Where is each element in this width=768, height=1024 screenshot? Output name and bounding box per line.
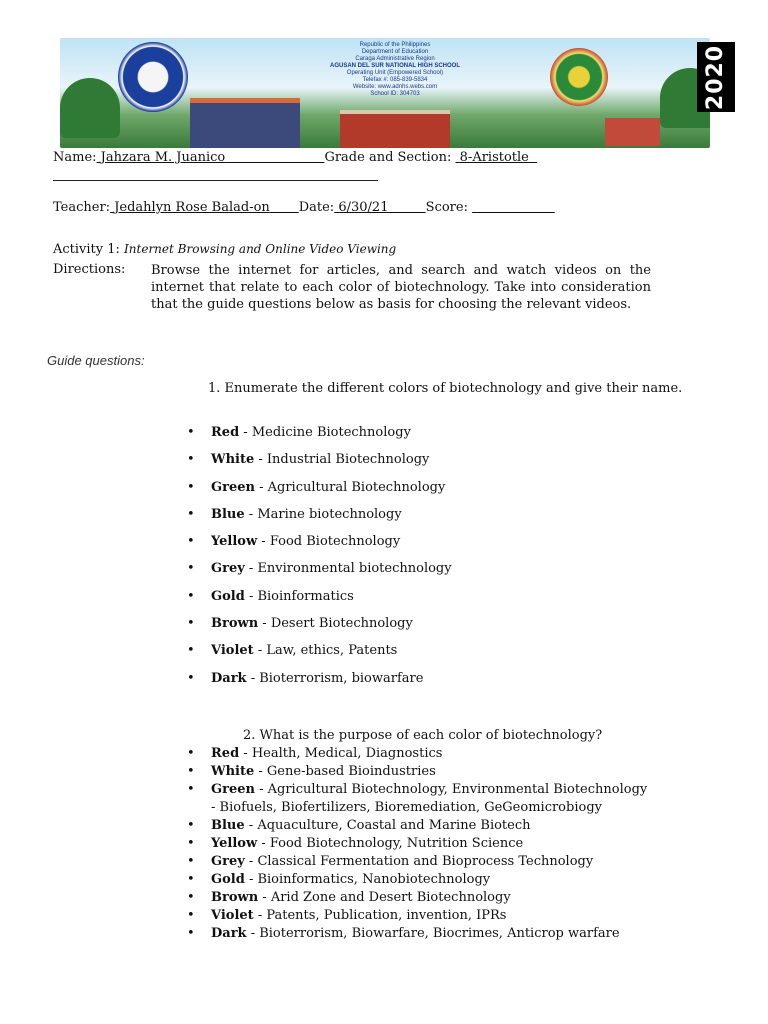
year-label: 2020 [703,44,729,110]
guide-questions-label: Guide questions: [47,353,145,368]
list-item: • Gold - Bioinformatics, Nanobiotechnology [187,871,647,889]
name-value: Jahzara M. Juanico [100,150,226,165]
list-item: • Grey - Classical Fermentation and Bioprocess Technology [187,853,647,871]
header-school-name: AGUSAN DEL SUR NATIONAL HIGH SCHOOL [329,63,460,69]
directions-text: Browse the internet for articles, and search and watch videos on the internet that relate to each color of biotechnology. Take into consideration that the guide questions below as basis for choosing the relevant videos. [151,263,651,312]
teacher-label: Teacher: [53,200,111,215]
deped-seal-icon [118,42,188,112]
list-item: • Red - Health, Medical, Diagnostics [187,745,647,763]
school-header-text [315,42,475,98]
name-underline-extension [53,180,378,181]
q1-color-list [187,425,452,698]
list-item: • Yellow - Food Biotechnology [187,534,452,561]
list-item: • Violet - Patents, Publication, invention, IPRs [187,907,647,925]
date-label: Date: [298,200,335,215]
name-label: Name: [53,150,97,165]
teacher-value: Jedahlyn Rose Balad-on [114,200,270,215]
school-seal-icon [550,48,608,106]
list-item-continuation: - Biofuels, Biofertilizers, Bioremediation, GeGeomicrobiogy [211,800,602,815]
school-gate-building [190,98,300,148]
list-item: • Gold - Bioinformatics [187,589,452,616]
q2-purpose-list [187,745,647,943]
list-item: • Green - Agricultural Biotechnology [187,480,452,507]
list-item: • Yellow - Food Biotechnology, Nutrition Science [187,835,647,853]
question-1: 1. Enumerate the different colors of biotechnology and give their name. [208,381,683,396]
list-item: • Dark - Bioterrorism, Biowarfare, Biocrimes, Anticrop warfare [187,925,647,943]
question-2: 2. What is the purpose of each color of biotechnology? [243,728,603,743]
list-item: • White - Industrial Biotechnology [187,452,452,479]
school-side-building [605,118,660,146]
year-tab [697,42,735,112]
list-item: • Violet - Law, ethics, Patents [187,643,452,670]
date-value: 6/30/21 [338,200,389,215]
list-item: • Grey - Environmental biotechnology [187,561,452,588]
list-item: • White - Gene-based Bioindustries [187,763,647,781]
score-value [472,200,555,215]
activity-label: Activity 1: [53,242,120,257]
header-line: Republic of the Philippines [359,42,431,48]
list-item: • Blue - Marine biotechnology [187,507,452,534]
header-line: Department of Education [361,49,429,55]
list-item: • Red - Medicine Biotechnology [187,425,452,452]
header-line: School ID: 304703 [370,91,420,97]
list-item: • Brown - Arid Zone and Desert Biotechnology [187,889,647,907]
score-label: Score: [425,200,468,215]
palm-tree-left [60,78,120,138]
grade-value: 8-Aristotle [459,150,529,165]
header-line: Caraga Administrative Region [355,56,435,62]
grade-label: Grade and Section: [324,150,452,165]
list-item: • Blue - Aquaculture, Coastal and Marine Biotech [187,817,647,835]
name-row [53,150,537,165]
list-item: • Dark - Bioterrorism, biowarfare [187,671,452,698]
list-item: • Brown - Desert Biotechnology [187,616,452,643]
activity-heading [53,242,396,257]
teacher-row [53,200,555,215]
school-banner [60,38,710,148]
list-item: • Green - Agricultural Biotechnology, Environmental Biotechnology - Biofuels, Biofertilizers, Bioremediation, GeGeomicrobiogy [187,781,647,817]
directions-label: Directions: [53,262,126,277]
header-line: Operating Unit (Empowered School) [346,70,444,76]
header-line: Website: www.adnhs.webs.com [352,84,438,90]
activity-title: Internet Browsing and Online Video Viewing [124,242,397,256]
school-entrance-building [340,110,450,148]
header-line: Telefax #: 085-839-5834 [362,77,428,83]
